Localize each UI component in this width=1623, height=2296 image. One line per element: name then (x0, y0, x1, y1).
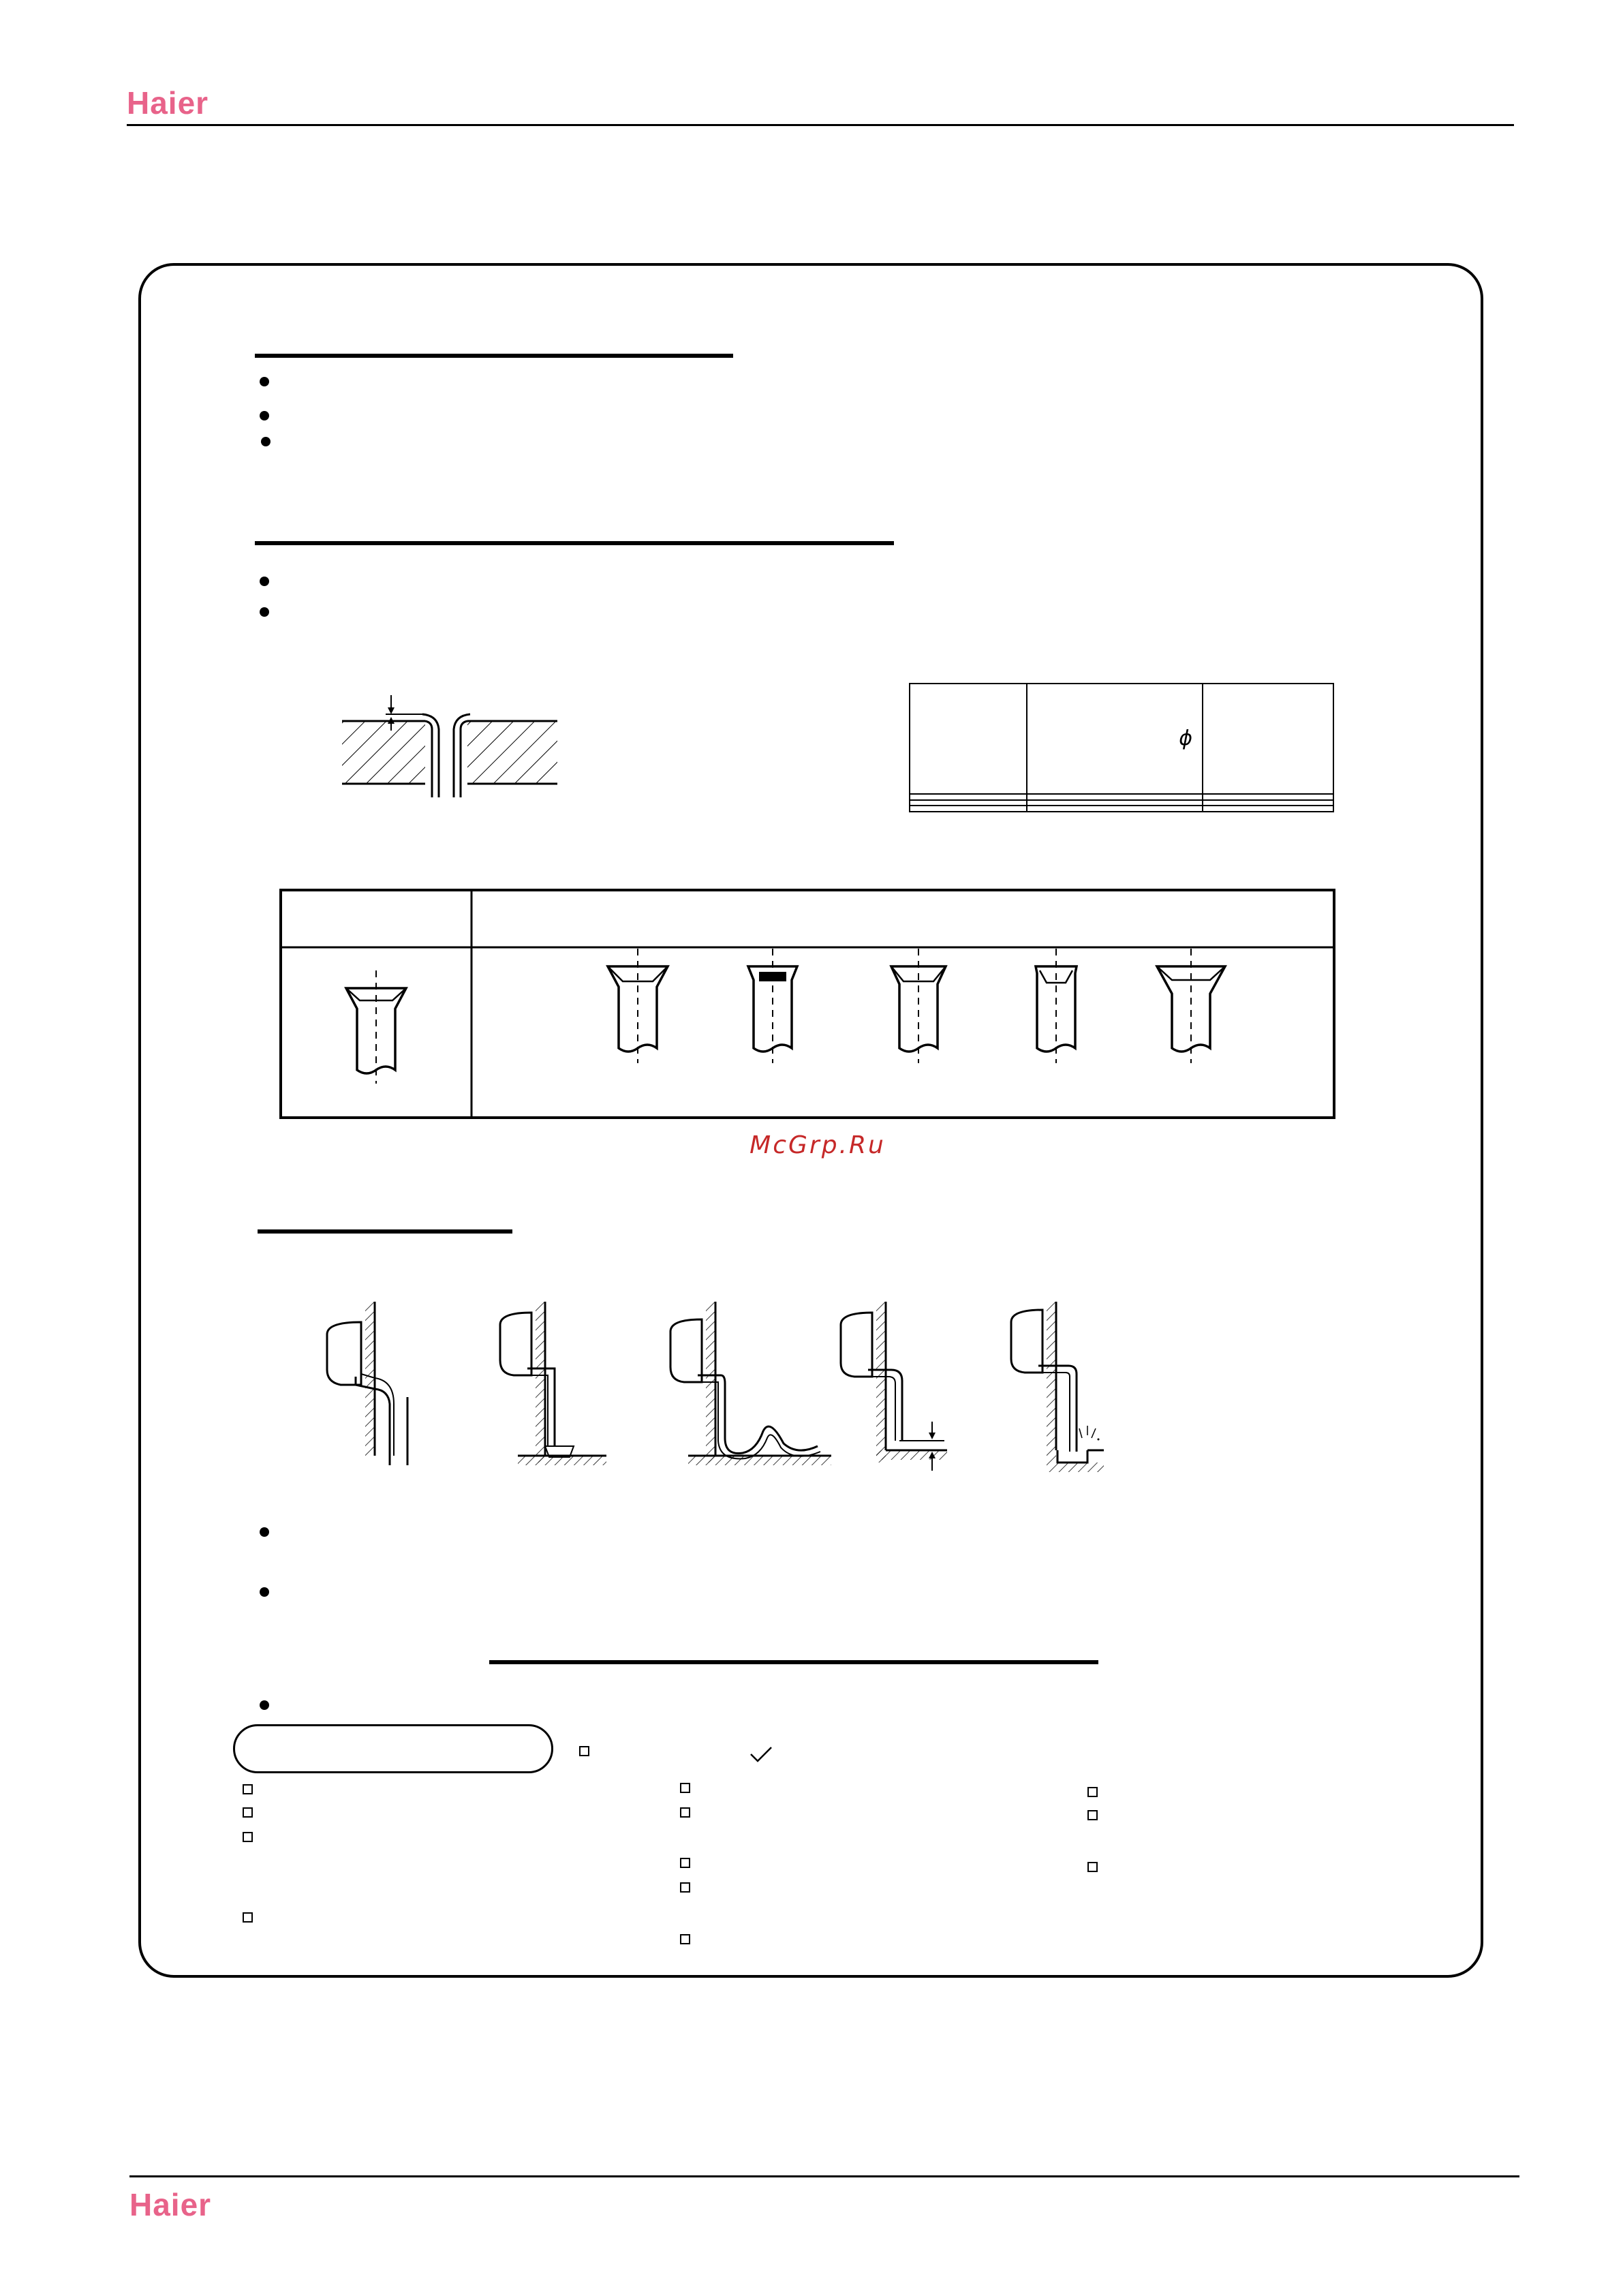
faulty-flare-icon (891, 949, 946, 1063)
watermark: McGrp.Ru (749, 1131, 886, 1159)
checkbox[interactable] (1087, 1810, 1098, 1820)
footer-rule (129, 2175, 1519, 2177)
drain-hose-wrong-icon (670, 1302, 831, 1465)
footer-logo: Haier (129, 2187, 212, 2222)
faulty-flare-icon (1036, 949, 1077, 1063)
section-4-heading-rule (489, 1660, 1098, 1664)
bullet (260, 1700, 269, 1710)
content-frame (138, 263, 1483, 1978)
flare-section-diagram (334, 688, 566, 811)
diameter-symbol: ϕ (1179, 726, 1192, 751)
table-cell (910, 794, 1027, 800)
checkbox[interactable] (243, 1784, 253, 1794)
drain-hose-wrong-icon (841, 1302, 947, 1471)
checkbox[interactable] (680, 1807, 690, 1818)
table-cell (1203, 806, 1333, 812)
drain-hose-correct-icon (327, 1302, 407, 1465)
section-3-heading-rule (258, 1229, 512, 1234)
correct-flare-icon (346, 970, 406, 1084)
checkbox[interactable] (1087, 1787, 1098, 1797)
faulty-flare-icon (1157, 949, 1225, 1063)
table-cell (1027, 794, 1203, 800)
drain-hose-wrong-icon (1011, 1302, 1104, 1472)
bullet (260, 1587, 269, 1597)
section-1-heading-rule (255, 354, 733, 358)
checkbox[interactable] (579, 1746, 589, 1756)
flare-results-table (279, 889, 1335, 1120)
drain-hose-wrong-icon (500, 1302, 606, 1465)
header-rule (127, 124, 1514, 126)
bullet (260, 577, 269, 586)
checklist-label-pill (233, 1724, 553, 1773)
bullet (261, 437, 270, 446)
checkbox[interactable] (1087, 1862, 1098, 1872)
flare-dimension-table (909, 683, 1334, 812)
table-cell (1027, 806, 1203, 812)
table-cell (1027, 684, 1203, 794)
faulty-flare-icon (748, 949, 797, 1063)
checkbox[interactable] (680, 1858, 690, 1868)
check-mark-icon (749, 1746, 773, 1762)
checkbox[interactable] (243, 1912, 253, 1923)
faulty-flare-icon (608, 949, 668, 1063)
bullet (260, 411, 269, 420)
bullet (260, 1527, 269, 1537)
section-2-heading-rule (255, 541, 894, 545)
checkbox[interactable] (680, 1783, 690, 1793)
table-cell (1203, 800, 1333, 806)
table-cell (910, 800, 1027, 806)
checkbox[interactable] (243, 1832, 253, 1842)
checkbox[interactable] (680, 1882, 690, 1893)
table-cell (910, 806, 1027, 812)
checkbox[interactable] (680, 1934, 690, 1944)
table-cell (1203, 794, 1333, 800)
checkbox[interactable] (243, 1807, 253, 1818)
bullet (260, 607, 269, 617)
bullet (260, 377, 269, 386)
table-cell (1203, 684, 1333, 794)
table-cell (910, 684, 1027, 794)
table-cell (1027, 800, 1203, 806)
drain-hose-diagrams (313, 1295, 1158, 1486)
header-logo: Haier (127, 85, 209, 121)
